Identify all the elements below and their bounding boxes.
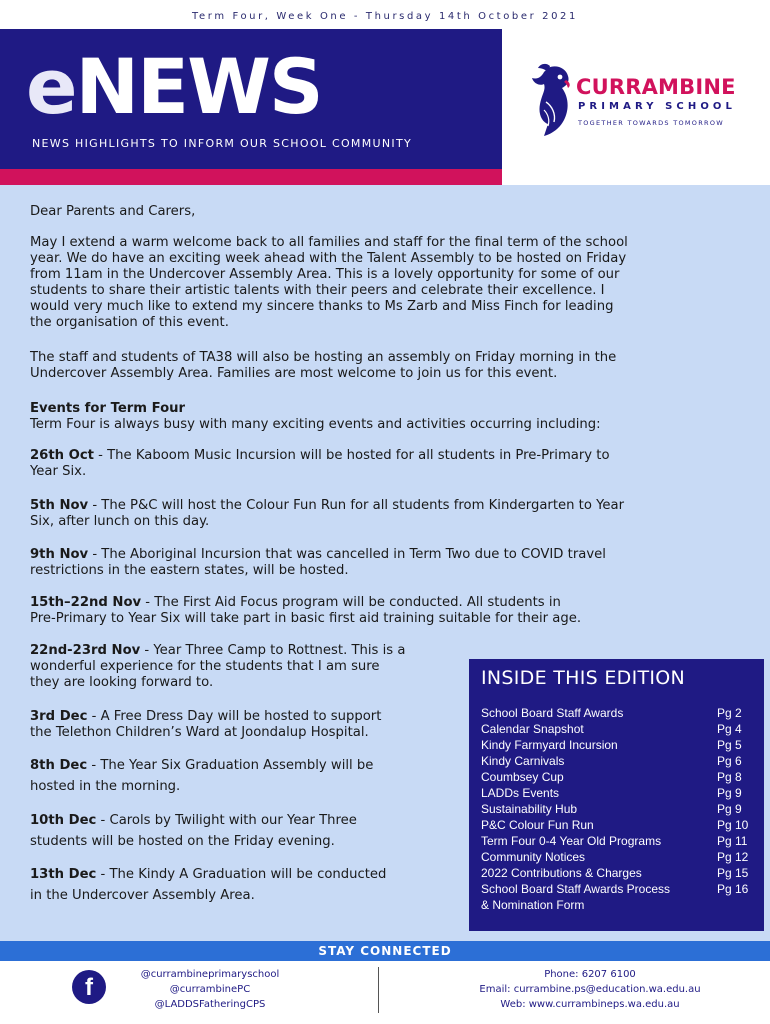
contents-row[interactable] — [481, 833, 757, 849]
contact-phone[interactable]: Phone: 6207 6100 — [544, 969, 636, 980]
contents-page: Pg 16 — [717, 882, 749, 896]
event-text: - A Free Dress Day will be hosted to support — [87, 709, 382, 724]
contact-web[interactable]: Web: www.currambineps.wa.edu.au — [500, 999, 680, 1010]
contents-label: Kindy Farmyard Incursion — [481, 738, 618, 752]
issue-date-line: Term Four, Week One - Thursday 14th October 2021 — [192, 11, 578, 22]
event-text: they are looking forward to. — [30, 675, 214, 690]
contents-label: Coumbsey Cup — [481, 770, 564, 784]
contents-row[interactable] — [481, 865, 757, 881]
enews-rest: NEWS — [75, 42, 322, 131]
contents-row[interactable] — [481, 897, 757, 913]
social-handle[interactable]: @currambinePC — [169, 984, 251, 995]
event-item — [30, 547, 606, 579]
contents-page: Pg 15 — [717, 866, 749, 880]
events-heading: Events for Term Four — [30, 401, 186, 416]
contents-label: 2022 Contributions & Charges — [481, 866, 642, 880]
masthead-subtitle: NEWS HIGHLIGHTS TO INFORM OUR SCHOOL COMMUNITY — [32, 137, 412, 150]
event-text: hosted in the morning. — [30, 779, 181, 794]
events-intro: Term Four is always busy with many exciting events and activities occurring including: — [30, 417, 601, 432]
text-line: would very much like to extend my sincere thanks to Ms Zarb and Miss Finch for leading — [30, 299, 614, 314]
event-item — [30, 864, 386, 906]
contact-email[interactable]: Email: currambine.ps@education.wa.edu.au — [479, 984, 701, 995]
contents-label: School Board Staff Awards — [481, 706, 624, 720]
event-text: - Carols by Twilight with our Year Three — [96, 813, 357, 828]
event-text: restrictions in the eastern states, will be hosted. — [30, 563, 349, 578]
inside-title: INSIDE THIS EDITION — [481, 667, 686, 689]
event-date: 15th–22nd Nov — [30, 595, 142, 610]
event-item — [30, 643, 405, 691]
masthead — [0, 29, 502, 169]
event-date: 13th Dec — [30, 867, 97, 882]
event-text: wonderful experience for the students that I am sure — [30, 659, 380, 674]
contents-label: & Nomination Form — [481, 898, 585, 912]
inside-this-edition-box — [469, 659, 764, 931]
school-motto: TOGETHER TOWARDS TOMORROW — [578, 119, 724, 127]
text-line: May I extend a warm welcome back to all families and staff for the final term of the school — [30, 235, 628, 250]
contents-label: School Board Staff Awards Process — [481, 882, 670, 896]
contents-label: P&C Colour Fun Run — [481, 818, 594, 832]
contents-page: Pg 9 — [717, 786, 742, 800]
event-text: in the Undercover Assembly Area. — [30, 888, 255, 903]
event-text: - The Kindy A Graduation will be conducted — [96, 867, 387, 882]
greeting: Dear Parents and Carers, — [30, 204, 196, 219]
event-text: - The First Aid Focus program will be conducted. All students in — [141, 595, 561, 610]
text-line: Undercover Assembly Area. Families are most welcome to join us for this event. — [30, 366, 558, 381]
contents-row[interactable] — [481, 849, 757, 865]
event-text: - The P&C will host the Colour Fun Run for all students from Kindergarten to Year — [88, 498, 625, 513]
assembly-paragraph — [30, 350, 616, 382]
contents-row[interactable] — [481, 817, 757, 833]
event-item — [30, 755, 373, 797]
event-text: Pre-Primary to Year Six will take part in basic first aid training suitable for their age. — [30, 611, 582, 626]
footer — [0, 961, 770, 1024]
event-date: 10th Dec — [30, 813, 97, 828]
school-name: CURRAMBINE — [576, 75, 736, 99]
event-text: the Telethon Children’s Ward at Joondalup Hospital. — [30, 725, 369, 740]
contents-row[interactable] — [481, 801, 757, 817]
event-date: 3rd Dec — [30, 709, 88, 724]
contents-label: LADDs Events — [481, 786, 560, 800]
school-logo — [520, 60, 750, 140]
event-text: - The Aboriginal Incursion that was cancelled in Term Two due to COVID travel — [88, 547, 606, 562]
text-line: students to share their artistic talents with their peers and celebrate their excellence. I — [30, 283, 605, 298]
contents-row[interactable] — [481, 881, 757, 897]
enews-wordmark — [26, 42, 322, 131]
event-date: 8th Dec — [30, 758, 88, 773]
contents-list — [481, 705, 757, 913]
contents-page: Pg 8 — [717, 770, 742, 784]
cockatoo-icon — [526, 62, 574, 138]
welcome-paragraph — [30, 235, 628, 331]
event-date: 9th Nov — [30, 547, 89, 562]
event-item — [30, 709, 381, 741]
contents-label: Sustainability Hub — [481, 802, 578, 816]
text-line: The staff and students of TA38 will also be hosting an assembly on Friday morning in the — [30, 350, 617, 365]
event-text: - The Year Six Graduation Assembly will be — [87, 758, 374, 773]
contents-row[interactable] — [481, 721, 757, 737]
event-item — [30, 810, 357, 852]
event-text: Six, after lunch on this day. — [30, 514, 210, 529]
contents-row[interactable] — [481, 769, 757, 785]
text-line: from 11am in the Undercover Assembly Area. This is a lovely opportunity for some of our — [30, 267, 620, 282]
contents-page: Pg 4 — [717, 722, 742, 736]
event-date: 26th Oct — [30, 448, 94, 463]
contents-label: Kindy Carnivals — [481, 754, 565, 768]
pink-divider — [0, 169, 502, 185]
stay-connected-banner: STAY CONNECTED — [0, 941, 770, 961]
event-date: 5th Nov — [30, 498, 89, 513]
contents-label: Term Four 0-4 Year Old Programs — [481, 834, 662, 848]
social-handle[interactable]: @LADDSFatheringCPS — [154, 999, 266, 1010]
contents-page: Pg 9 — [717, 802, 742, 816]
events-section — [30, 401, 601, 433]
text-line: year. We do have an exciting week ahead with the Talent Assembly to be hosted on Friday — [30, 251, 627, 266]
contents-page: Pg 10 — [717, 818, 749, 832]
contents-page: Pg 6 — [717, 754, 742, 768]
event-text: Year Six. — [30, 464, 87, 479]
contents-label: Calendar Snapshot — [481, 722, 584, 736]
contents-page: Pg 5 — [717, 738, 742, 752]
social-handles — [110, 967, 310, 1012]
event-text: - The Kaboom Music Incursion will be hosted for all students in Pre-Primary to — [93, 448, 610, 463]
event-item — [30, 498, 624, 530]
contents-page: Pg 2 — [717, 706, 742, 720]
contents-page: Pg 12 — [717, 850, 749, 864]
contents-row[interactable] — [481, 737, 757, 753]
contact-details — [440, 967, 740, 1012]
contents-row[interactable] — [481, 705, 757, 721]
contents-page: Pg 11 — [717, 834, 748, 848]
footer-divider — [378, 967, 379, 1013]
contents-row[interactable] — [481, 785, 757, 801]
social-handle[interactable]: @currambineprimaryschool — [140, 969, 280, 980]
event-item — [30, 595, 581, 627]
event-text: - Year Three Camp to Rottnest. This is a — [140, 643, 406, 658]
contents-row[interactable] — [481, 753, 757, 769]
school-subtitle: PRIMARY SCHOOL — [578, 101, 737, 112]
event-item — [30, 448, 610, 480]
contents-page — [717, 897, 757, 913]
contents-label: Community Notices — [481, 850, 586, 864]
event-text: students will be hosted on the Friday evening. — [30, 834, 335, 849]
text-line: the organisation of this event. — [30, 315, 229, 330]
facebook-icon[interactable]: f — [72, 970, 106, 1004]
event-date: 22nd-23rd Nov — [30, 643, 141, 658]
enews-e: e — [26, 42, 76, 131]
